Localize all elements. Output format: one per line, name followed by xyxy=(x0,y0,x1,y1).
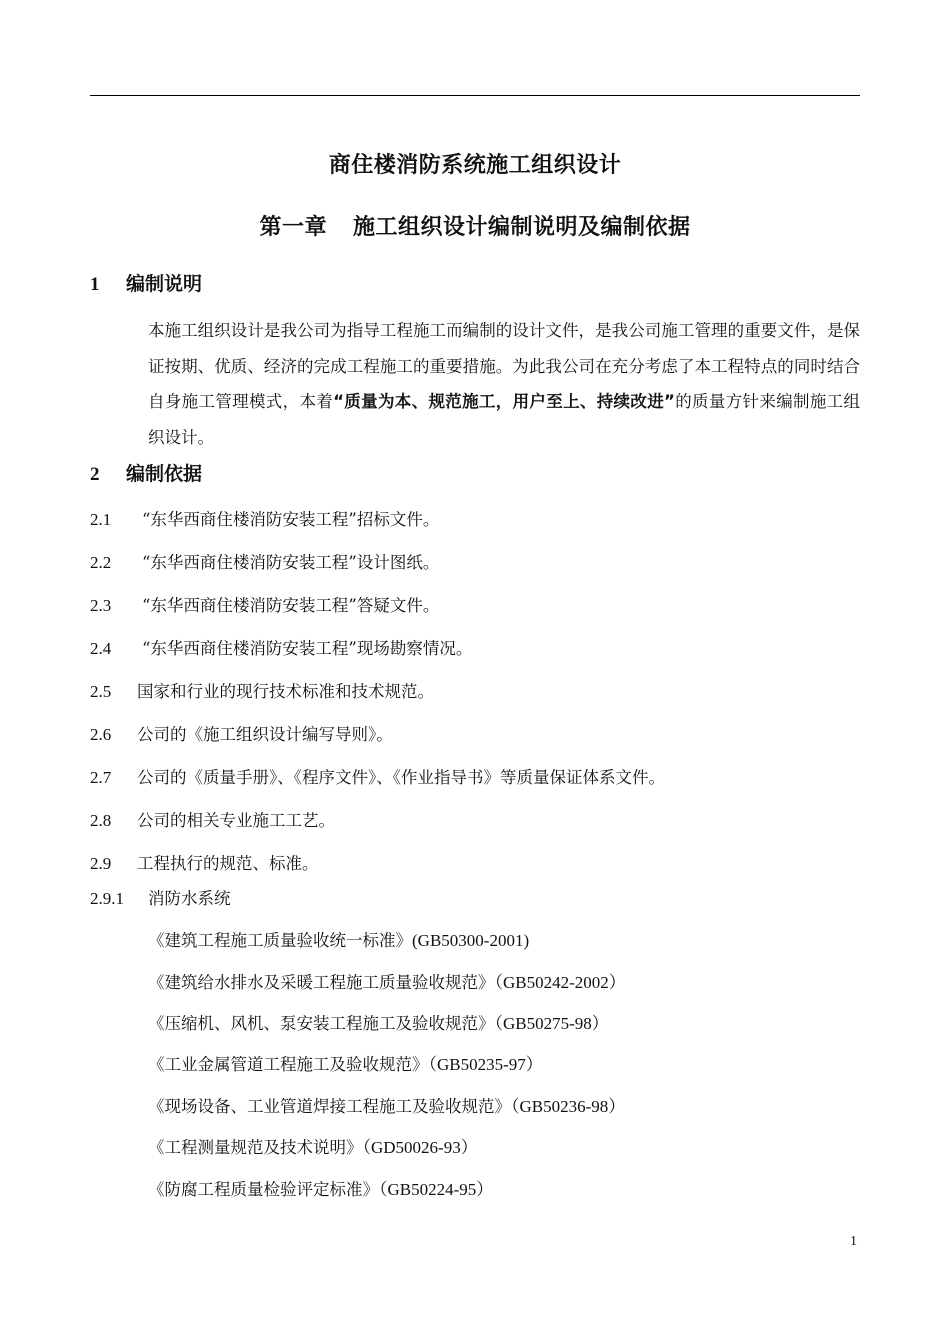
item-number: 2.4 xyxy=(90,639,112,658)
standard-name: 《防腐工程质量检验评定标准》 xyxy=(148,1180,379,1199)
standard-code: （GB50235-97） xyxy=(428,1055,543,1074)
item-text: 工程执行的规范、标准。 xyxy=(137,854,319,873)
section-1-paragraph xyxy=(148,313,860,455)
paragraph-text: 本施工组织设计是我公司为指导工程施工而编制的设计文件，是我公司施工管理的重要文件，是保证按期、优质、经济的完成工程施工的重要措施。为此我公司在充分考虑了本工程特点的同时结合自身施工管理模式，本着 xyxy=(148,321,860,411)
standard-entry xyxy=(148,1050,543,1075)
list-item xyxy=(90,721,393,745)
standard-code: （GB50236-98） xyxy=(511,1097,626,1116)
section-2-heading xyxy=(90,459,202,486)
item-text: “东华西商住楼消防安装工程”招标文件。 xyxy=(142,510,440,529)
list-item xyxy=(90,678,434,702)
item-number: 2.7 xyxy=(90,768,112,787)
standard-name: 《工程测量规范及技术说明》 xyxy=(148,1138,363,1157)
standard-entry xyxy=(148,968,626,993)
standard-name: 《建筑给水排水及采暖工程施工质量验收规范》 xyxy=(148,973,495,992)
item-text: 公司的相关专业施工工艺。 xyxy=(137,811,335,830)
item-text: 公司的《质量手册》、《程序文件》、《作业指导书》等质量保证体系文件。 xyxy=(137,768,665,787)
list-item xyxy=(90,807,335,831)
list-item xyxy=(90,506,439,530)
subsection-number: 2.9.1 xyxy=(90,889,124,908)
item-text: “东华西商住楼消防安装工程”现场勘察情况。 xyxy=(142,639,473,658)
header-rule xyxy=(90,95,860,96)
paragraph-text: 的质量方针来编制施工组织设计。 xyxy=(148,392,861,447)
standard-name: 《现场设备、工业管道焊接工程施工及验收规范》 xyxy=(148,1097,511,1116)
item-number: 2.1 xyxy=(90,510,112,529)
item-number: 2.3 xyxy=(90,596,112,615)
chapter-name: 施工组织设计编制说明及编制依据 xyxy=(353,215,691,240)
standard-code: （GD50026-93） xyxy=(362,1138,478,1157)
subsection-item xyxy=(90,885,231,909)
standard-code: （GB50224-95） xyxy=(379,1180,494,1199)
standard-entry xyxy=(148,1092,625,1117)
standard-entry xyxy=(148,927,529,951)
standard-name: 《压缩机、风机、泵安装工程施工及验收规范》 xyxy=(148,1014,495,1033)
item-text: “东华西商住楼消防安装工程”答疑文件。 xyxy=(142,596,440,615)
chapter-number: 第一章 xyxy=(259,215,327,240)
standard-entry xyxy=(148,1175,493,1200)
chapter-title xyxy=(0,210,950,241)
list-item xyxy=(90,635,472,659)
standard-name: 《工业金属管道工程施工及验收规范》 xyxy=(148,1055,429,1074)
item-number: 2.9 xyxy=(90,854,112,873)
standard-code: （GB50242-2002） xyxy=(494,973,626,992)
subsection-text: 消防水系统 xyxy=(148,889,231,908)
section-1-heading xyxy=(90,269,202,296)
section-number: 2 xyxy=(90,464,100,485)
standard-code: (GB50300-2001) xyxy=(412,931,530,950)
item-number: 2.5 xyxy=(90,682,112,701)
page-number: 1 xyxy=(850,1234,857,1249)
list-item xyxy=(90,850,319,874)
list-item xyxy=(90,549,439,573)
section-number: 1 xyxy=(90,274,100,295)
item-text: “东华西商住楼消防安装工程”设计图纸。 xyxy=(142,553,440,572)
list-item xyxy=(90,592,439,616)
item-number: 2.8 xyxy=(90,811,112,830)
standard-entry xyxy=(148,1009,609,1034)
section-title: 编制说明 xyxy=(126,273,203,295)
quality-policy-emphasis: “质量为本、规范施工，用户至上、持续改进” xyxy=(333,392,675,411)
item-text: 国家和行业的现行技术标准和技术规范。 xyxy=(137,682,434,701)
item-number: 2.2 xyxy=(90,553,112,572)
item-text: 公司的《施工组织设计编写导则》。 xyxy=(137,725,393,744)
section-title: 编制依据 xyxy=(126,463,203,485)
document-title: 商住楼消防系统施工组织设计 xyxy=(328,153,622,178)
standard-code: （GB50275-98） xyxy=(494,1014,609,1033)
item-number: 2.6 xyxy=(90,725,112,744)
standard-name: 《建筑工程施工质量验收统一标准》 xyxy=(148,931,412,950)
list-item xyxy=(90,764,665,788)
standard-entry xyxy=(148,1133,478,1158)
